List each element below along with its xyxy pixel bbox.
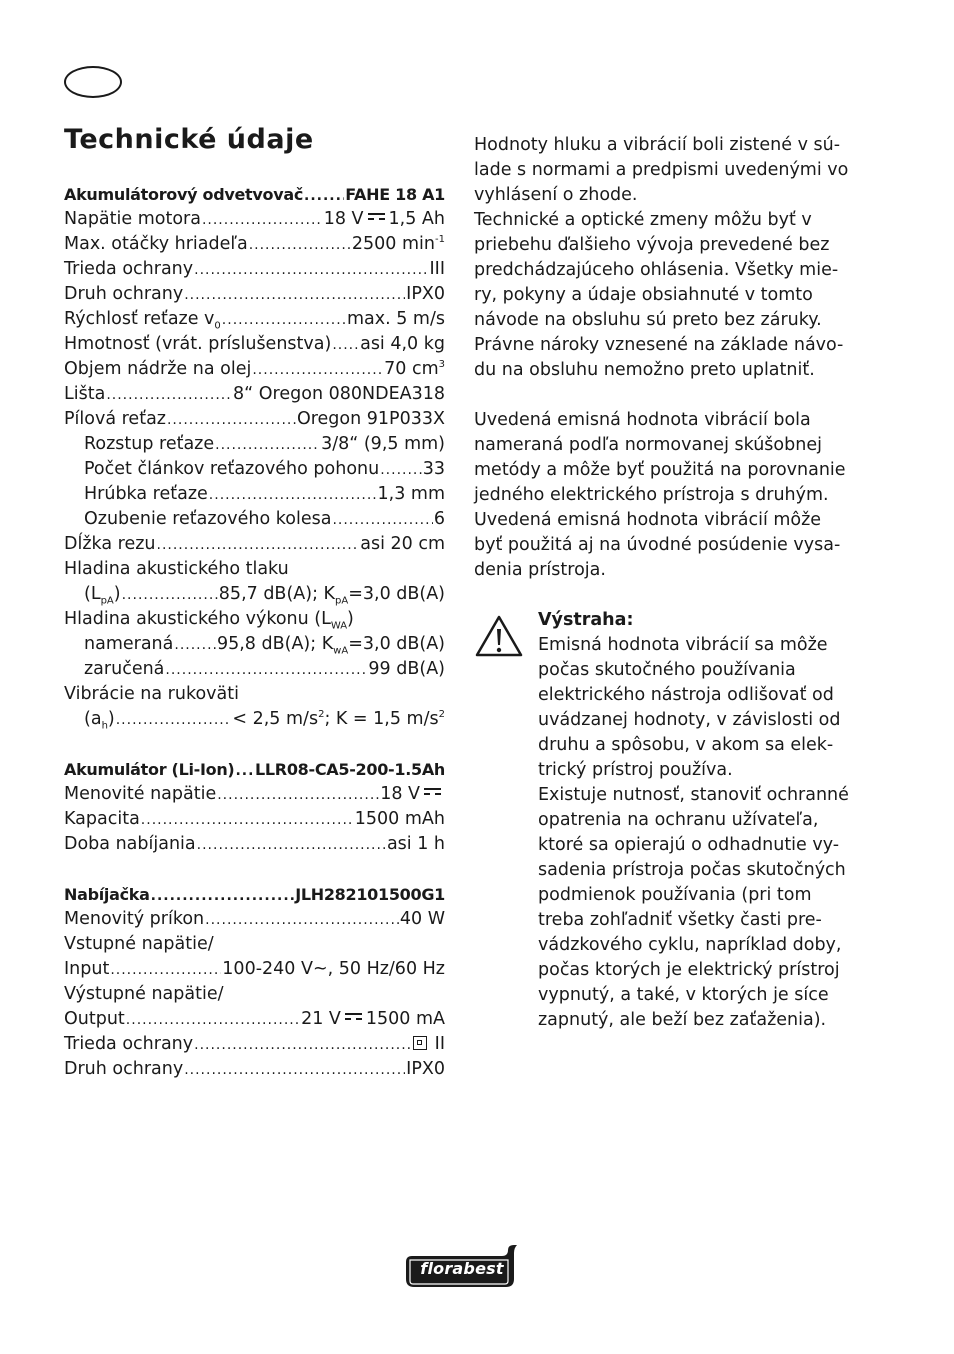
spec-row-chain: Pílová reťaz ..... Oregon 91P033X bbox=[64, 407, 445, 432]
spec-row-sound-power-measured: nameraná ..... 95,8 dB(A); $K_{wA}=3,0$ dB(A) bbox=[64, 632, 445, 657]
spec-row-output-title: Výstupné napätie/ bbox=[64, 984, 224, 1004]
double-insulation-icon bbox=[413, 1036, 427, 1050]
spec-row-sound-pressure: $(L_{pA})$ ..... 85,7 dB(A); $K_{pA}=3,0$ dB(A) bbox=[64, 582, 445, 607]
spec-row-capacity: Kapacita ..... 1500 mAh bbox=[64, 807, 445, 832]
spec-row-sound-power-title: Hladina akustického výkonu $(L_{WA})$ bbox=[64, 609, 354, 632]
charger-heading: Nabíjačka ..... JLH282101500G1 bbox=[64, 882, 445, 907]
spec-row-class: Trieda ochrany ..... III bbox=[64, 257, 445, 282]
spec-row-pitch: Rozstup reťaze ..... 3/8“ (9,5 mm) bbox=[64, 432, 445, 457]
warning-triangle-icon bbox=[474, 614, 524, 658]
dc-symbol-icon bbox=[424, 788, 441, 798]
noise-notes-paragraph: Hodnoty hluku a vibrácií boli zistené v sú- lade s normami a predpismi uvedenými vo vyhlásení o zhode. Technické a optické zmeny môžu byť v priebehu ďalšieho vývoja prevedené bez predchádzajúceho ohlásenia. Všetky mie- ry, pokyny a údaje obsiahnuté v tomto návode na obsluhu sú preto bez záruky. Právne nároky vznesené na základe návo- du na obsluhu nemožno preto uplatniť. bbox=[474, 135, 849, 380]
spec-row-links: Počet článkov reťazového pohonu ..... 33 bbox=[64, 457, 445, 482]
notes-column bbox=[474, 133, 864, 1033]
spec-row-voltage: Napätie motora ..... 18 V 1,5 Ah bbox=[64, 207, 445, 232]
spec-row-nominal-voltage: Menovité napätie ..... 18 V bbox=[64, 782, 445, 807]
spec-row-weight: Hmotnosť (vrát. príslušenstva) ..... asi 4,0 kg bbox=[64, 332, 445, 357]
spec-row-bar: Lišta ..... 8“ Oregon 080NDEA318 bbox=[64, 382, 445, 407]
page-title: Technické údaje bbox=[64, 124, 314, 155]
charger-specs bbox=[64, 882, 445, 1082]
logo-text: florabest bbox=[420, 1259, 504, 1278]
spec-row-speed: Rýchlosť reťaze $v_0$ ..... max. 5 m/s bbox=[64, 307, 445, 332]
battery-specs bbox=[64, 757, 445, 857]
spec-row-power: Menovitý príkon ..... 40 W bbox=[64, 907, 445, 932]
spec-row-input: Input ..... 100-240 V~, 50 Hz/60 Hz bbox=[64, 957, 445, 982]
spec-row-sprocket: Ozubenie reťazového kolesa ..... 6 bbox=[64, 507, 445, 532]
spec-row-tank: Objem nádrže na olej ..... 70 $cm^3$ bbox=[64, 357, 445, 382]
dc-symbol-icon bbox=[368, 213, 385, 223]
spec-row-cut: Dĺžka rezu ..... asi 20 cm bbox=[64, 532, 445, 557]
language-badge bbox=[64, 66, 122, 98]
dc-symbol-icon bbox=[345, 1013, 362, 1023]
spec-row-output: Output ..... 21 V 1500 mA bbox=[64, 1007, 445, 1032]
warning-title: Výstraha: bbox=[538, 610, 634, 630]
mower-heading: Akumulátorový odvetvovač ..... FAHE 18 A1 bbox=[64, 182, 445, 207]
tech-specs-column bbox=[64, 182, 445, 1107]
spec-row-vibration: $(a_h)$ ..... < 2,5 $m/s^2$; K = 1,5 $m/s^2$ bbox=[64, 707, 445, 732]
spec-row-ip: Druh ochrany ..... IPX0 bbox=[64, 282, 445, 307]
spec-row-sound-pressure-title: Hladina akustického tlaku bbox=[64, 559, 289, 579]
spec-row-charger-class: Trieda ochrany ..... II bbox=[64, 1032, 445, 1057]
florabest-logo bbox=[404, 1243, 520, 1289]
spec-row-charger-ip: Druh ochrany ..... IPX0 bbox=[64, 1057, 445, 1082]
spec-row-charge-time: Doba nabíjania ..... asi 1 h bbox=[64, 832, 445, 857]
vibration-notes-paragraph: Uvedená emisná hodnota vibrácií bola nameraná podľa normovanej skúšobnej metódy a môže byť použitá na porovnanie jedného elektrického prístroja s druhým. Uvedená emisná hodnota vibrácií môže byť použitá aj na úvodné posúdenie vysa- denia prístroja. bbox=[474, 410, 846, 580]
spec-row-vibration-title: Vibrácie na rukoväti bbox=[64, 684, 239, 704]
mower-specs bbox=[64, 182, 445, 732]
spec-row-rpm: Max. otáčky hriadeľa ..... 2500 $\min^{-1}$ bbox=[64, 232, 445, 257]
spec-row-input-title: Vstupné napätie/ bbox=[64, 934, 214, 954]
warning-block: Výstraha: Emisná hodnota vibrácií sa môže počas skutočného používania elektrického nástroja odlišovať od uvádzanej hodnoty, v závislosti od druhu a spôsobu, v akom sa elek- trický prístroj používa. Existuje nutnosť, stanoviť ochranné opatrenia na ochranu užívateľa, ktoré sa opierajú o odhadnutie vy- sadenia prístroja počas skutočných podmienok používania (pri tom treba zohľadniť všetky časti pre- vádzkového cyklu, napríklad doby, počas ktorých je elektrický prístroj vypnutý, a také, v ktorých je síce zapnutý, ale beží bez zaťaženia). bbox=[474, 608, 864, 1033]
spec-row-gauge: Hrúbka reťaze ..... 1,3 mm bbox=[64, 482, 445, 507]
spec-row-sound-power-guaranteed: zaručená ..... 99 dB(A) bbox=[64, 657, 445, 682]
battery-heading: Akumulátor (Li-Ion) ..... LLR08-CA5-200-1.5Ah bbox=[64, 757, 445, 782]
